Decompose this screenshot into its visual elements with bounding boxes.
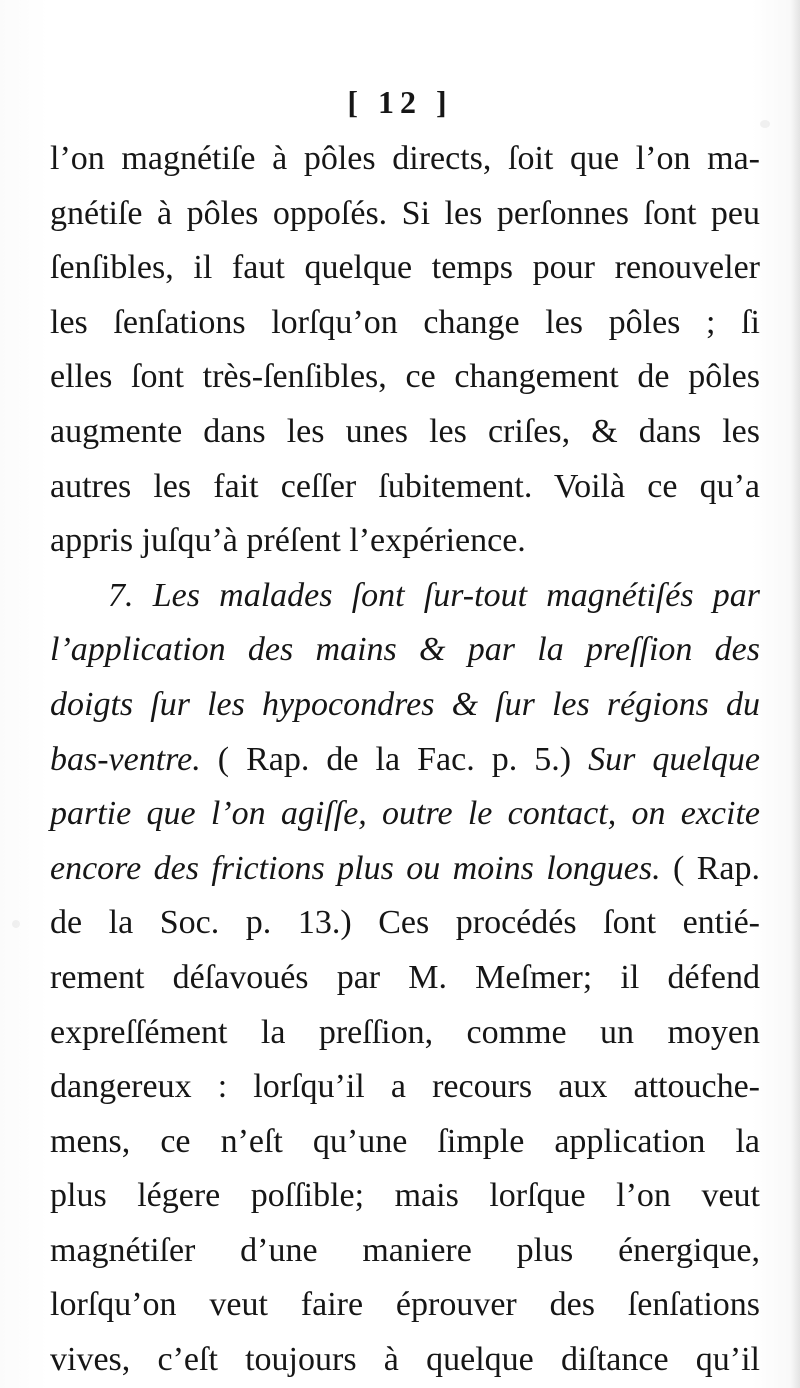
text-line: lorſqu’on veut faire éprouver des ſenſations bbox=[50, 1286, 760, 1324]
ink-speck bbox=[12, 920, 20, 928]
text-line: ſenſibles, il faut quelque temps pour renouveler bbox=[50, 249, 760, 287]
text-line: mens, ce n’eſt qu’une ſimple application la bbox=[50, 1122, 760, 1160]
text-line: de la Soc. p. 13.) Ces procédés ſont entié- bbox=[50, 904, 760, 942]
italic-segment: encore des frictions plus ou moins longues. bbox=[50, 849, 661, 887]
italic-segment: bas-ventre. bbox=[50, 740, 201, 778]
italic-segment: Sur quelque bbox=[588, 740, 761, 778]
page-edge-shadow bbox=[790, 0, 800, 1388]
text-line: plus légere poſſible; mais lorſque l’on veut bbox=[50, 1177, 760, 1215]
roman-segment: ( Rap. bbox=[673, 849, 761, 887]
text-line: vives, c’eſt toujours à quelque diſtance qu’il bbox=[50, 1341, 760, 1379]
text-line: autres les fait ceſſer ſubitement. Voilà ce qu’a bbox=[50, 467, 760, 505]
page-number: [ 12 ] bbox=[347, 84, 453, 120]
text-line: appris juſqu’à préſent l’expérience. bbox=[50, 522, 526, 560]
ink-speck bbox=[760, 120, 770, 128]
roman-segment: ( Rap. de la Fac. p. 5.) bbox=[217, 740, 572, 778]
text-line: dangereux : lorſqu’il a recours aux attouche- bbox=[50, 1068, 760, 1106]
text-line: augmente dans les unes les criſes, & dans les bbox=[50, 412, 760, 450]
text-line: elles ſont très-ſenſibles, ce changement de pôles bbox=[50, 358, 760, 396]
text-line: doigts ſur les hypocondres & ſur les régions du bbox=[50, 685, 760, 723]
text-line: expreſſément la preſſion, comme un moyen bbox=[50, 1013, 760, 1051]
text-line: rement déſavoués par M. Meſmer; il défend bbox=[50, 958, 760, 996]
text-line: les ſenſations lorſqu’on change les pôles ; ſi bbox=[50, 303, 760, 341]
text-line-mixed bbox=[50, 733, 760, 788]
text-line: magnétiſer d’une maniere plus énergique, bbox=[50, 1231, 760, 1269]
text-line: l’on magnétiſe à pôles directs, ſoit que l’on ma- bbox=[50, 140, 760, 177]
text-line: l’application des mains & par la preſſion des bbox=[50, 631, 760, 669]
text-line-mixed bbox=[50, 842, 760, 897]
body-text bbox=[50, 132, 760, 1388]
text-line: 7. Les malades ſont ſur-tout magnétiſés par bbox=[108, 576, 760, 614]
text-line: gnétiſe à pôles oppoſés. Si les perſonnes ſont peu bbox=[50, 194, 760, 232]
text-line: partie que l’on agiſſe, outre le contact, on excite bbox=[50, 795, 760, 833]
